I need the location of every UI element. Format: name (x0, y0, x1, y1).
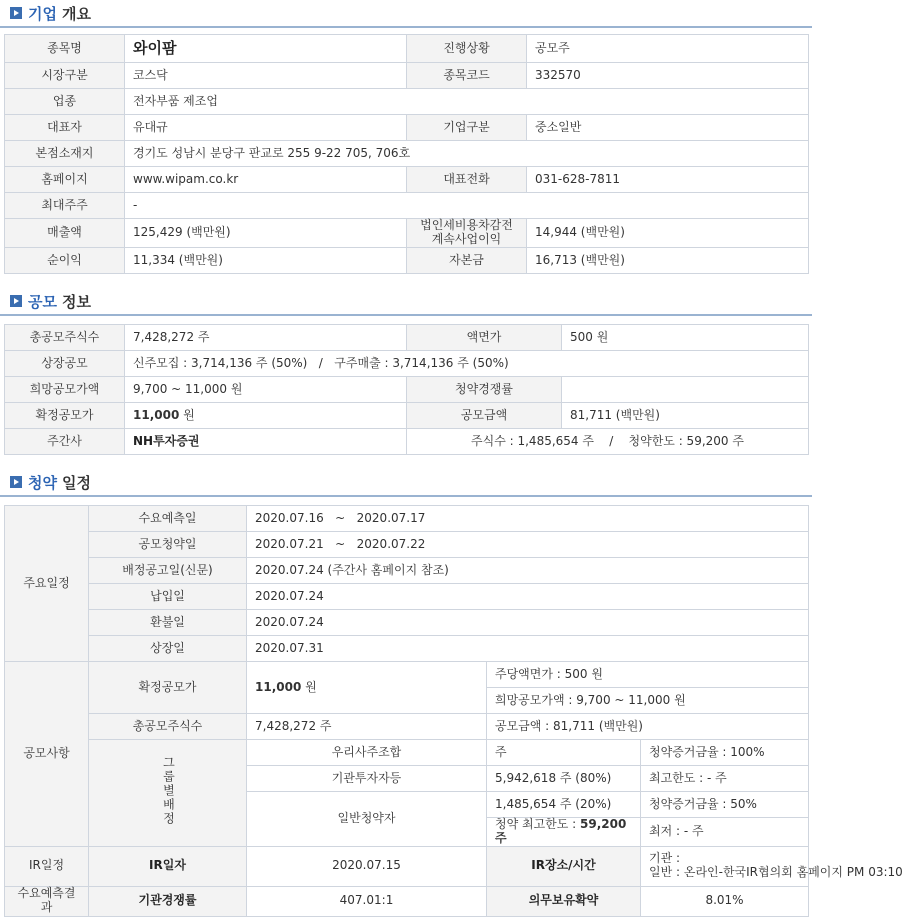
ir-place-label: IR장소/시간 (487, 846, 641, 886)
address-label: 본점소재지 (5, 141, 125, 167)
listing-value: 신주모집 : 3,714,136 주 (50%) / 구주매출 : 3,714,136 주 (50%) (125, 351, 809, 377)
fixed-value: 11,000 원 (125, 403, 407, 429)
inst-comp-label: 기관경쟁률 (89, 886, 247, 916)
inst-label: 기관투자자등 (247, 766, 487, 792)
hope-label: 희망공모가액 (5, 377, 125, 403)
ir-place: 기관 : 일반 : 온라인-한국IR협의회 홈페이지 PM 03:10 (641, 846, 809, 886)
capital-value: 16,713 (백만원) (527, 248, 809, 274)
employee-shares: 주 (487, 740, 641, 766)
demand-label: 수요예측결과 (5, 886, 89, 916)
general-min: 최저 : - 주 (641, 818, 809, 847)
amount-value: 81,711 (백만원) (562, 403, 809, 429)
holder-value: - (125, 193, 809, 219)
group-allocation-label: 그룹별배정 (89, 740, 247, 847)
sales-value: 125,429 (백만원) (125, 219, 407, 248)
phone-value: 031-628-7811 (527, 167, 809, 193)
phone-label: 대표전화 (407, 167, 527, 193)
schedule-row-value: 2020.07.24 (247, 584, 809, 610)
amount-label: 공모금액 (407, 403, 562, 429)
status-value: 공모주 (527, 35, 809, 63)
offering-table (4, 324, 809, 455)
code-value: 332570 (527, 63, 809, 89)
status-label: 진행상황 (407, 35, 527, 63)
sched-fixed-value: 11,000 원 (247, 662, 487, 714)
section-title-offering: 공모 정보 (0, 288, 812, 316)
hope-value: 9,700 ~ 11,000 원 (125, 377, 407, 403)
pretax-label-line2: 계속사업이익 (431, 232, 502, 246)
schedule-table (4, 505, 903, 917)
employee-label: 우리사주조합 (247, 740, 487, 766)
lockup-label: 의무보유확약 (487, 886, 641, 916)
schedule-row-label: 공모청약일 (89, 532, 247, 558)
sched-total-label: 총공모주식수 (89, 714, 247, 740)
code-label: 종목코드 (407, 63, 527, 89)
ceo-value: 유대규 (125, 115, 407, 141)
schedule-row-value: 2020.07.31 (247, 636, 809, 662)
total-value: 7,428,272 주 (125, 325, 407, 351)
pretax-label-line1: 법인세비용차감전 (420, 218, 513, 233)
hope-line: 희망공모가액 : 9,700 ~ 11,000 원 (487, 688, 809, 714)
homepage-link[interactable]: www.wipam.co.kr (125, 167, 407, 193)
type-value: 중소일반 (527, 115, 809, 141)
schedule-row-value: 2020.07.16 ~ 2020.07.17 (247, 506, 809, 532)
schedule-row-label: 상장일 (89, 636, 247, 662)
schedule-row-value: 2020.07.24 (주간사 홈페이지 참조) (247, 558, 809, 584)
amount-line: 공모금액 : 81,711 (백만원) (487, 714, 809, 740)
inst-shares: 5,942,618 주 (80%) (487, 766, 641, 792)
manager-detail: 주식수 : 1,485,654 주 / 청약한도 : 59,200 주 (407, 429, 809, 455)
name-label: 종목명 (5, 35, 125, 63)
section-title-company: 기업 개요 (0, 0, 812, 28)
total-label: 총공모주식수 (5, 325, 125, 351)
section-title-schedule: 청약 일정 (0, 469, 812, 497)
general-shares: 1,485,654 주 (20%) (487, 792, 641, 818)
comp-label: 청약경쟁률 (407, 377, 562, 403)
main-schedule-label: 주요일정 (5, 506, 89, 662)
type-label: 기업구분 (407, 115, 527, 141)
sales-label: 매출액 (5, 219, 125, 248)
address-value: 경기도 성남시 분당구 판교로 255 9-22 705, 706호 (125, 141, 809, 167)
par-line: 주당액면가 : 500 원 (487, 662, 809, 688)
pretax-value: 14,944 (백만원) (527, 219, 809, 248)
employee-margin: 청약증거금율 : 100% (641, 740, 809, 766)
market-label: 시장구분 (5, 63, 125, 89)
industry-label: 업종 (5, 89, 125, 115)
general-max: 청약 최고한도 : 59,200 주 (487, 818, 641, 847)
comp-value (562, 377, 809, 403)
lockup-value: 8.01% (641, 886, 809, 916)
company-table (4, 34, 809, 274)
homepage-label: 홈페이지 (5, 167, 125, 193)
matters-label: 공모사항 (5, 662, 89, 847)
holder-label: 최대주주 (5, 193, 125, 219)
schedule-row-value: 2020.07.24 (247, 610, 809, 636)
listing-label: 상장공모 (5, 351, 125, 377)
net-label: 순이익 (5, 248, 125, 274)
ir-label: IR일정 (5, 846, 89, 886)
inst-max: 최고한도 : - 주 (641, 766, 809, 792)
ir-date-label: IR일자 (89, 846, 247, 886)
schedule-row-label: 납입일 (89, 584, 247, 610)
section-arrow-icon (10, 7, 22, 19)
manager-value: NH투자증권 (125, 429, 407, 455)
ir-date: 2020.07.15 (247, 846, 487, 886)
general-margin: 청약증거금율 : 50% (641, 792, 809, 818)
schedule-row-label: 수요예측일 (89, 506, 247, 532)
section-arrow-icon (10, 295, 22, 307)
manager-label: 주간사 (5, 429, 125, 455)
inst-comp-value: 407.01:1 (247, 886, 487, 916)
pretax-label (407, 219, 527, 248)
sched-fixed-label: 확정공모가 (89, 662, 247, 714)
general-label: 일반청약자 (247, 792, 487, 847)
capital-label: 자본금 (407, 248, 527, 274)
industry-value: 전자부품 제조업 (125, 89, 809, 115)
schedule-row-value: 2020.07.21 ~ 2020.07.22 (247, 532, 809, 558)
schedule-row-label: 배정공고일(신문) (89, 558, 247, 584)
schedule-row-label: 환불일 (89, 610, 247, 636)
net-value: 11,334 (백만원) (125, 248, 407, 274)
market-value: 코스닥 (125, 63, 407, 89)
company-name: 와이팜 (125, 35, 407, 63)
fixed-label: 확정공모가 (5, 403, 125, 429)
par-label: 액면가 (407, 325, 562, 351)
par-value: 500 원 (562, 325, 809, 351)
section-arrow-icon (10, 476, 22, 488)
ceo-label: 대표자 (5, 115, 125, 141)
sched-total-value: 7,428,272 주 (247, 714, 487, 740)
